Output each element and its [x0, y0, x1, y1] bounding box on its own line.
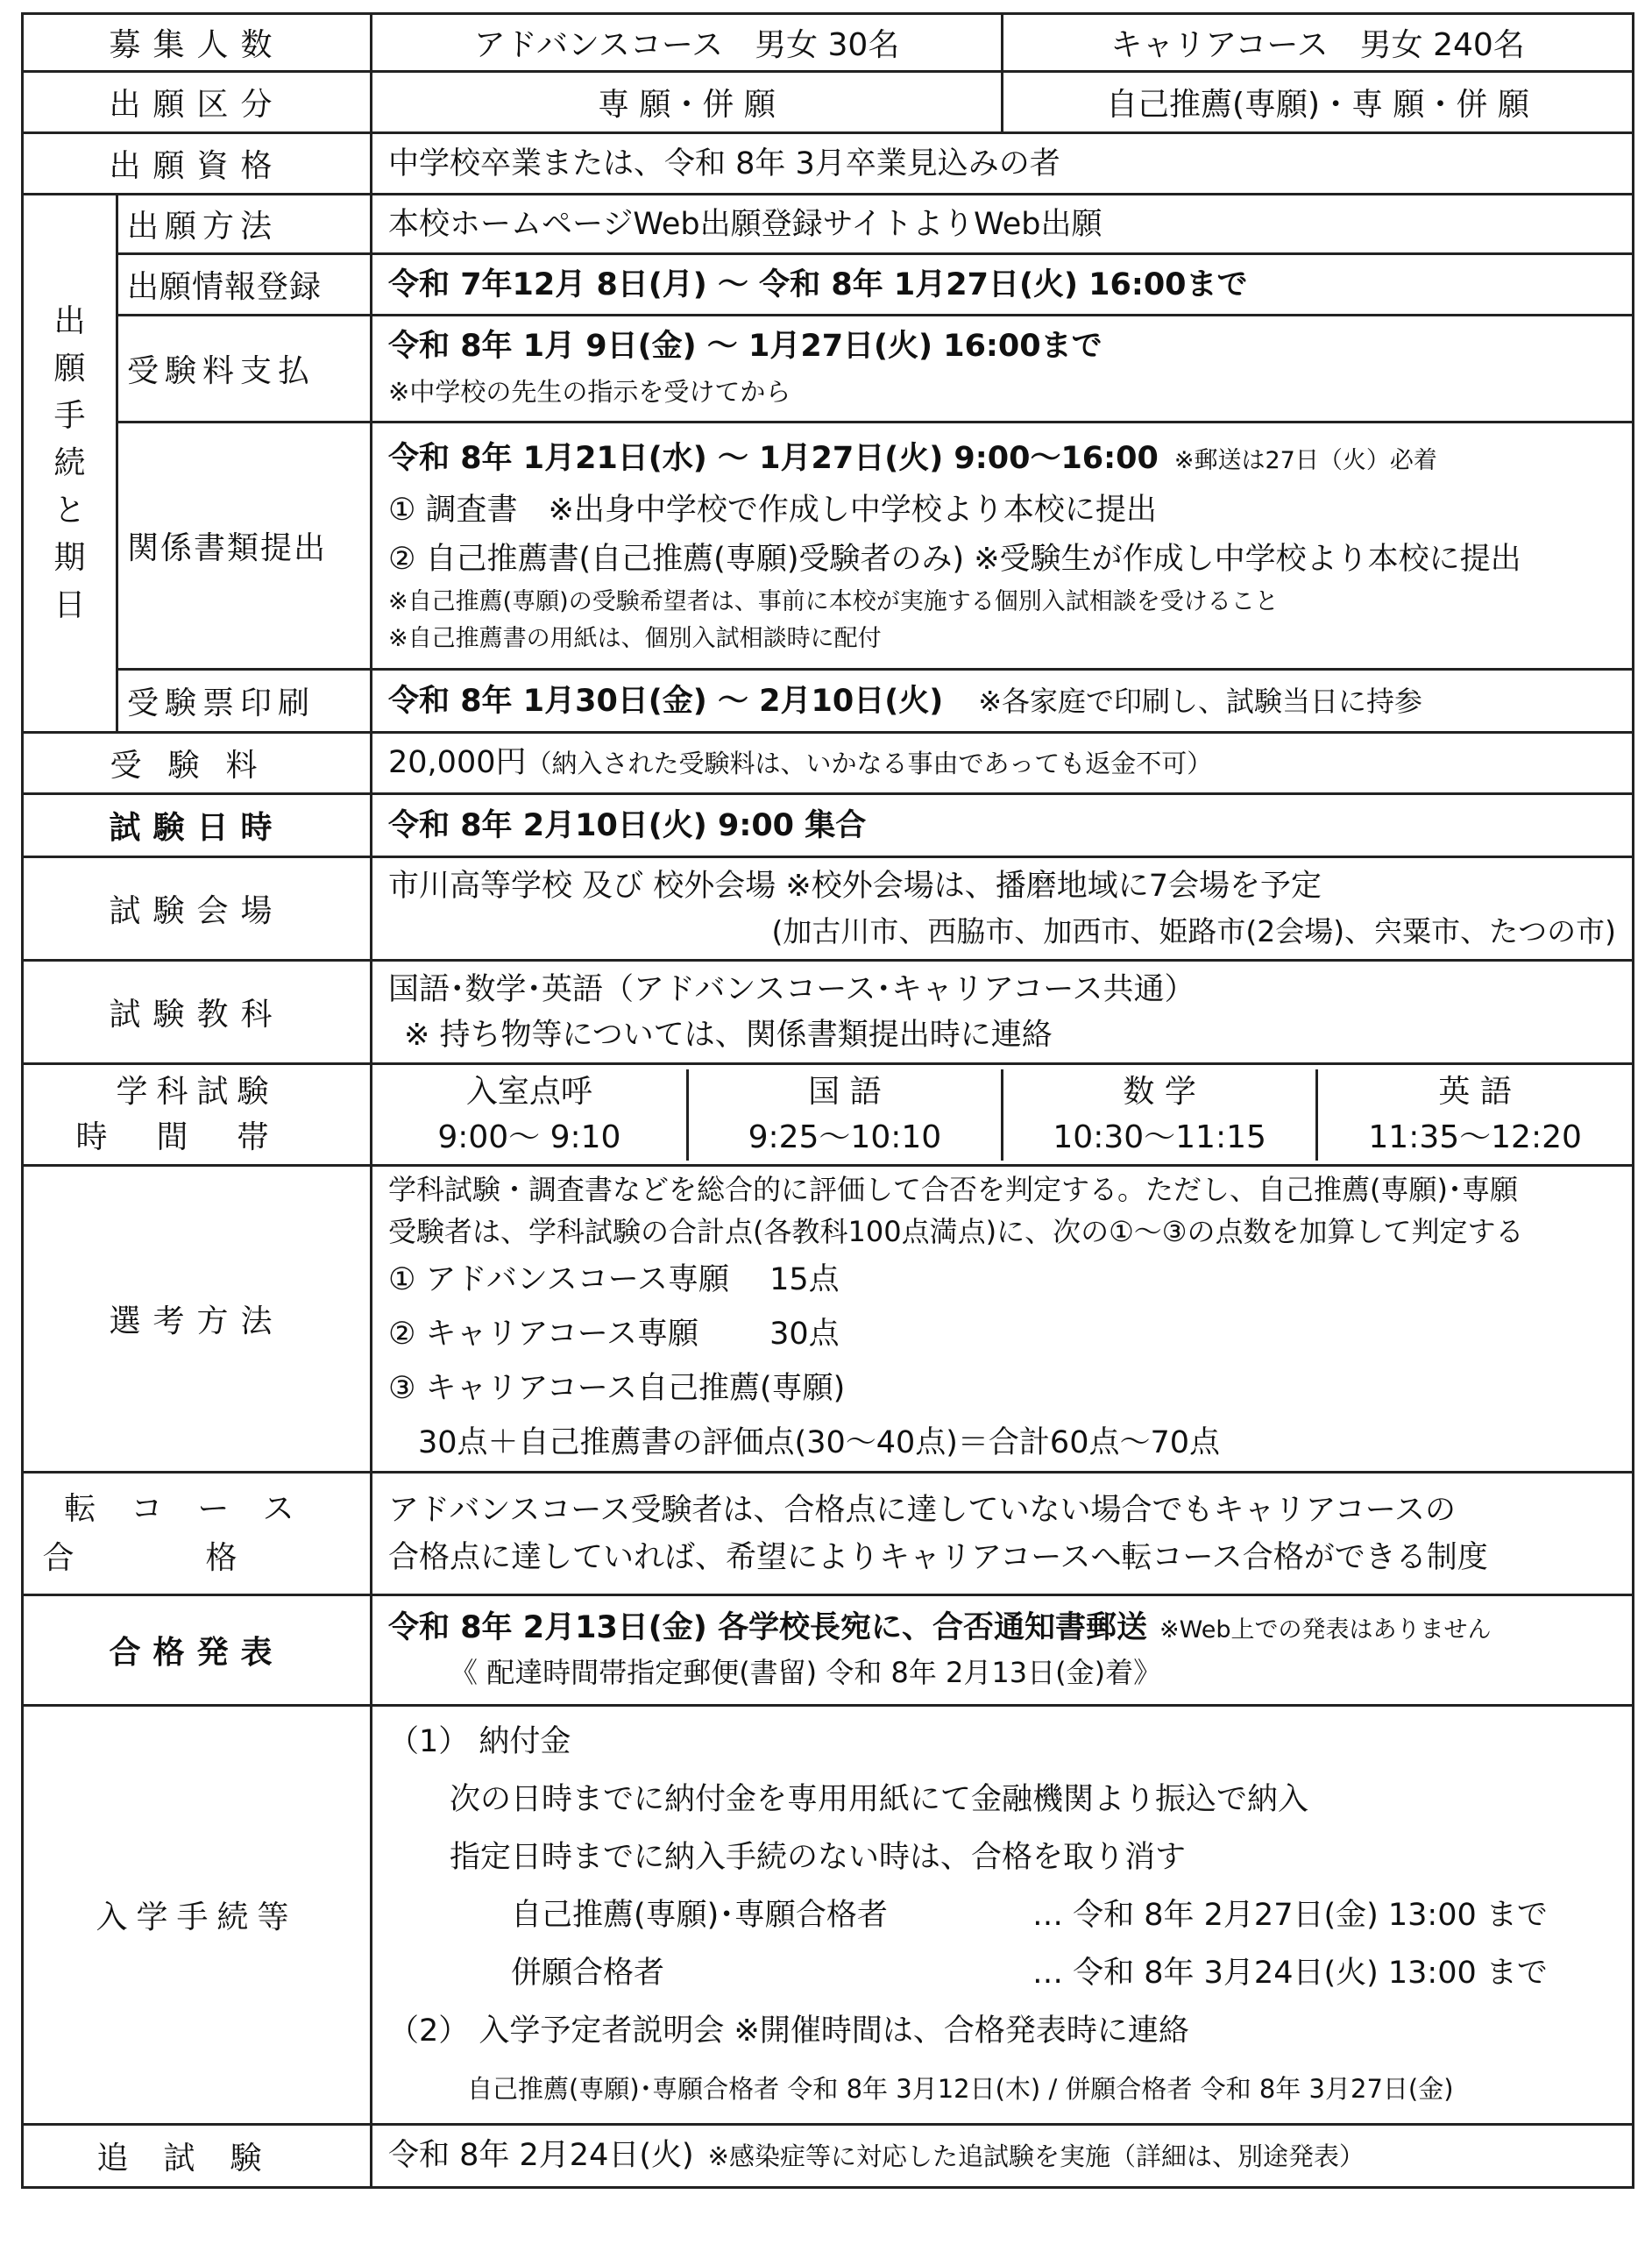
- row-jikan: [23, 1064, 1634, 1166]
- schedule-col: 数 学 10:30～11:15: [1003, 1069, 1317, 1161]
- label-shorui: 関係書類提出: [117, 423, 372, 670]
- senkou-item-3-detail: 30点＋自己推薦書の評価点(30～40点)＝合計60点～70点: [418, 1424, 1221, 1460]
- label-kaijou: 試験会場: [23, 857, 372, 961]
- row-shikaku: [23, 133, 1634, 195]
- schedule-col: 英 語 11:35～12:20: [1317, 1069, 1632, 1161]
- hyou-period: 令和 8年 1月30日(金) ～ 2月10日(火): [388, 683, 944, 719]
- label-boshu: 募集人数: [23, 14, 372, 72]
- shorui-item-1: ① 調査書 ※出身中学校で作成し中学校より本校に提出: [388, 493, 1157, 528]
- nyugaku-para-2: 指定日時までに納入手続のない時は、合格を取り消す: [450, 1839, 1187, 1875]
- nyugaku-para-1: 次の日時までに納付金を専用用紙にて金融機関より振込で納入: [450, 1781, 1309, 1817]
- schedule-grid: [372, 1069, 1632, 1161]
- ryou-note: （納入された受験料は、いかなる事由であっても返金不可）: [526, 749, 1213, 778]
- shiharai-note: ※中学校の先生の指示を受けてから: [388, 376, 791, 407]
- kyouka-line-1: 国語･数学･英語（アドバンスコース･キャリアコース共通）: [388, 971, 1195, 1007]
- label-jikan-1: 学科試験: [116, 1073, 278, 1110]
- shorui-note-2: ※自己推薦書の用紙は、個別入試相談時に配付: [388, 625, 882, 652]
- row-nyugaku: [23, 1706, 1634, 2125]
- row-happyou: [23, 1595, 1634, 1706]
- shorui-note-1: ※自己推薦(専願)の受験希望者は、事前に本校が実施する個別入試相談を受けること: [388, 588, 1279, 615]
- nyugaku-para-3: 自己推薦(専願)･専願合格者 令和 8年 3月12日(木) / 併願合格者 令和 8年 3月27日(金): [467, 2073, 1454, 2104]
- row-hyou: [23, 670, 1634, 733]
- senkou-line-1: 学科試験・調査書などを総合的に評価して合否を判定する。ただし、自己推薦(専願)･専願: [388, 1172, 1518, 1206]
- label-touroku: 出願情報登録: [117, 254, 372, 316]
- row-ten: [23, 1473, 1634, 1595]
- touroku-text: 令和 7年12月 8日(月) ～ 令和 8年 1月27日(火) 16:00まで: [372, 254, 1634, 316]
- label-senkou: 選考方法: [23, 1166, 372, 1473]
- nyugaku-heading-2: （2） 入学予定者説明会 ※開催時間は、合格発表時に連絡: [388, 2013, 1189, 2049]
- nichiji-text: 令和 8年 2月10日(火) 9:00 集合: [372, 794, 1634, 857]
- kubun-advance: 専 願・併 願: [372, 72, 1003, 133]
- shorui-item-2: ② 自己推薦書(自己推薦(専願)受験者のみ) ※受験生が作成し中学校より本校に提出: [388, 542, 1521, 577]
- label-tetsuzuki-group: 出 願 手 続 と 期 日: [23, 195, 117, 733]
- nyugaku-deadline-name-2: 併願合格者: [511, 1955, 665, 1991]
- label-ten-1: 転コース: [64, 1490, 330, 1527]
- ten-line-1: アドバンスコース受験者は、合格点に達していない場合でもキャリアコースの: [388, 1492, 1457, 1528]
- nyugaku-deadline-date-2: … 令和 8年 3月24日(火) 13:00 まで: [1032, 1955, 1548, 1991]
- row-ryou: [23, 733, 1634, 794]
- label-ten-2: 合格: [42, 1539, 369, 1576]
- row-tsui: [23, 2125, 1634, 2188]
- happyou-text: 令和 8年 2月13日(金) 各学校長宛に、合否通知書郵送: [388, 1610, 1147, 1645]
- shikaku-text: 中学校卒業または、令和 8年 3月卒業見込みの者: [372, 133, 1634, 195]
- row-touroku: [23, 254, 1634, 316]
- schedule-col: 国 語 9:25～10:10: [687, 1069, 1002, 1161]
- houhou-text: 本校ホームページWeb出願登録サイトよりWeb出願: [372, 195, 1634, 254]
- senkou-item-3: ③ キャリアコース自己推薦(専願): [388, 1370, 846, 1406]
- label-tsui: 追試験: [23, 2125, 372, 2188]
- ten-line-2: 合格点に達していれば、希望によりキャリアコースへ転コース合格ができる制度: [388, 1539, 1488, 1575]
- happyou-note: ※Web上での発表はありません: [1159, 1616, 1492, 1644]
- admission-guide-sheet: [21, 12, 1632, 2189]
- row-kyouka: [23, 961, 1634, 1064]
- schedule-col: 入室点呼 9:00～ 9:10: [437, 1073, 621, 1155]
- kyouka-line-2: ※ 持ち物等については、関係書類提出時に連絡: [404, 1017, 1053, 1053]
- capacity-career: キャリアコース 男女 240名: [1003, 14, 1634, 72]
- row-houhou: [23, 195, 1634, 254]
- kubun-career: 自己推薦(専願)・専 願・併 願: [1003, 72, 1634, 133]
- kaijou-line-1: 市川高等学校 及び 校外会場 ※校外会場は、播磨地域に7会場を予定: [388, 868, 1322, 904]
- nyugaku-heading-1: （1） 納付金: [388, 1723, 571, 1759]
- label-houhou: 出願方法: [117, 195, 372, 254]
- happyou-delivery: 《 配達時間帯指定郵便(書留) 令和 8年 2月13日(金)着》: [450, 1656, 1162, 1689]
- label-shiharai: 受験料支払: [117, 316, 372, 423]
- tsui-date: 令和 8年 2月24日(火): [388, 2138, 694, 2173]
- row-kubun: [23, 72, 1634, 133]
- row-shiharai: [23, 316, 1634, 423]
- hyou-note: ※各家庭で印刷し、試験当日に持参: [978, 684, 1423, 718]
- admission-table: [21, 12, 1634, 2189]
- tsui-note: ※感染症等に対応した追試験を実施（詳細は、別途発表）: [707, 2141, 1365, 2171]
- senkou-item-2: ② キャリアコース専願 30点: [388, 1316, 840, 1352]
- label-happyou: 合格発表: [23, 1595, 372, 1706]
- nyugaku-deadline-name-1: 自己推薦(専願)･専願合格者: [511, 1897, 888, 1933]
- row-senkou: [23, 1166, 1634, 1473]
- row-kaijou: [23, 857, 1634, 961]
- row-boshu: [23, 14, 1634, 72]
- label-ryou: 受験料: [23, 733, 372, 794]
- label-nyugaku: 入学手続等: [23, 1706, 372, 2125]
- label-shikaku: 出願資格: [23, 133, 372, 195]
- shorui-period: 令和 8年 1月21日(水) ～ 1月27日(火) 9:00～16:00: [388, 441, 1159, 476]
- label-jikan-2: 時間帯: [75, 1118, 318, 1155]
- row-shorui: [23, 423, 1634, 670]
- nyugaku-deadline-date-1: … 令和 8年 2月27日(金) 13:00 まで: [1032, 1897, 1548, 1933]
- label-kubun: 出願区分: [23, 72, 372, 133]
- shiharai-period: 令和 8年 1月 9日(金) ～ 1月27日(火) 16:00まで: [388, 328, 1103, 364]
- senkou-line-2: 受験者は、学科試験の合計点(各教科100点満点)に、次の①～③の点数を加算して判定する: [388, 1214, 1524, 1248]
- label-kyouka: 試験教科: [23, 961, 372, 1064]
- label-hyou: 受験票印刷: [117, 670, 372, 733]
- shorui-mail-note: ※郵送は27日（火）必着: [1173, 447, 1437, 474]
- ryou-amount: 20,000円: [388, 745, 527, 780]
- row-nichiji: [23, 794, 1634, 857]
- senkou-item-1: ① アドバンスコース専願 15点: [388, 1261, 840, 1297]
- capacity-advance: アドバンスコース 男女 30名: [372, 14, 1003, 72]
- label-nichiji: 試験日時: [23, 794, 372, 857]
- kaijou-line-2: (加古川市、西脇市、加西市、姫路市(2会場)、宍粟市、たつの市): [771, 913, 1617, 948]
